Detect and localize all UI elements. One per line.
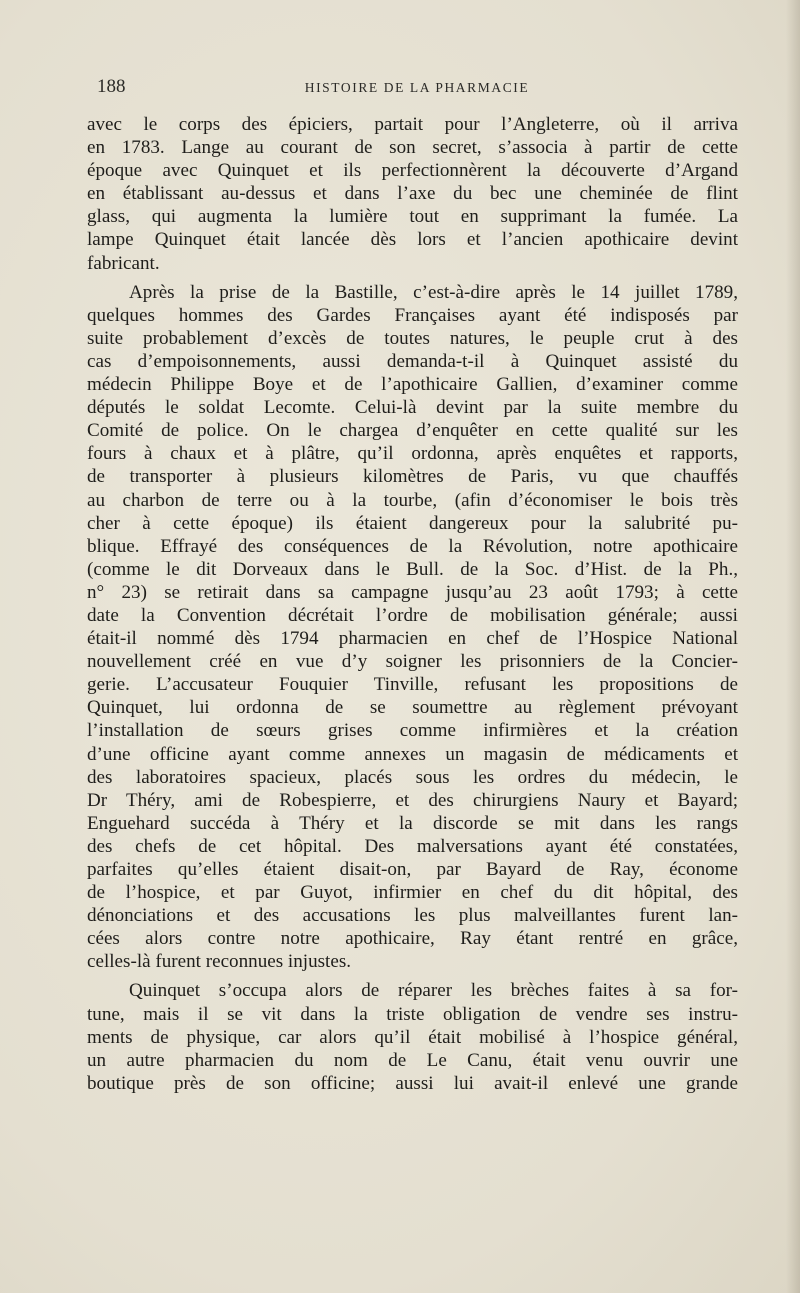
text-line: un autre pharmacien du nom de Le Canu, était venu ouvrir une [87, 1049, 738, 1071]
text-line: cées alors contre notre apothicaire, Ray étant rentré en grâce, [87, 928, 738, 950]
text-line: était-il nommé dès 1794 pharmacien en chef de l’Hospice National [87, 628, 738, 650]
text-line: cas d’empoisonnements, aussi demanda-t-il à Quinquet assisté du [87, 350, 738, 372]
text-line: Dr Théry, ami de Robespierre, et des chirurgiens Naury et Bayard; [87, 789, 738, 811]
page-edge-shadow [786, 0, 800, 1293]
text-line: date la Convention décrétait l’ordre de mobilisation générale; aussi [87, 604, 738, 626]
page-number: 188 [97, 76, 126, 97]
text-line: (comme le dit Dorveaux dans le Bull. de la Soc. d’Hist. de la Ph., [87, 558, 738, 580]
body-text [87, 113, 738, 1095]
text-line: Après la prise de la Bastille, c’est-à-dire après le 14 juillet 1789, [129, 281, 738, 303]
text-line: fours à chaux et à plâtre, qu’il ordonna, après enquêtes et rapports, [87, 443, 738, 465]
text-line: celles-là furent reconnues injustes. [87, 951, 352, 973]
text-line: n° 23) se retirait dans sa campagne jusqu’au 23 août 1793; à cette [87, 581, 738, 603]
text-line: au charbon de terre ou à la tourbe, (afin d’économiser le bois très [87, 489, 738, 511]
text-line: fabricant. [87, 252, 160, 274]
text-line: d’une officine ayant comme annexes un magasin de médicaments et [87, 743, 738, 765]
text-line: boutique près de son officine; aussi lui avait-il enlevé une grande [87, 1072, 738, 1094]
text-line: ments de physique, car alors qu’il était mobilisé à l’hospice général, [87, 1026, 738, 1048]
text-line: l’installation de sœurs grises comme infirmières et la création [87, 720, 738, 742]
text-line: glass, qui augmenta la lumière tout en supprimant la fumée. La [87, 206, 738, 228]
text-line: députés le soldat Lecomte. Celui-là devint par la suite membre du [87, 397, 738, 419]
text-line: blique. Effrayé des conséquences de la Révolution, notre apothicaire [87, 535, 738, 557]
text-line: Comité de police. On le chargea d’enquêter en cette qualité sur les [87, 420, 738, 442]
text-line: de transporter à plusieurs kilomètres de Paris, vu que chauffés [87, 466, 738, 488]
text-line: des laboratoires spacieux, placés sous les ordres du médecin, le [87, 766, 738, 788]
text-line: époque avec Quinquet et ils perfectionnèrent la découverte d’Argand [87, 160, 738, 182]
text-line: Quinquet s’occupa alors de réparer les brèches faites à sa for- [129, 980, 738, 1002]
text-line: nouvellement créé en vue d’y soigner les prisonniers de la Concier- [87, 651, 738, 673]
text-line: dénonciations et des accusations les plus malveillantes furent lan- [87, 905, 738, 927]
book-title: HISTOIRE DE LA PHARMACIE [304, 80, 530, 95]
text-line: médecin Philippe Boye et de l’apothicaire Gallien, d’examiner comme [87, 374, 738, 396]
text-line: suite probablement d’excès de toutes natures, le peuple crut à des [87, 327, 738, 349]
text-line: gerie. L’accusateur Fouquier Tinville, refusant les propositions de [87, 674, 738, 696]
text-line: tune, mais il se vit dans la triste obligation de vendre ses instru- [87, 1003, 738, 1025]
running-head [97, 76, 737, 100]
text-line: Enguehard succéda à Théry et la discorde se mit dans les rangs [87, 812, 738, 834]
text-line: Quinquet, lui ordonna de se soumettre au règlement prévoyant [87, 697, 738, 719]
text-line: de l’hospice, et par Guyot, infirmier en chef du dit hôpital, des [87, 882, 738, 904]
text-line: des chefs de cet hôpital. Des malversations ayant été constatées, [87, 835, 738, 857]
text-line: avec le corps des épiciers, partait pour l’Angleterre, où il arriva [87, 114, 738, 135]
text-line: en 1783. Lange au courant de son secret, s’associa à partir de cette [87, 137, 738, 159]
text-line: lampe Quinquet était lancée dès lors et l’ancien apothicaire devint [87, 229, 738, 251]
text-line: en établissant au-dessus et dans l’axe du bec une cheminée de flint [87, 183, 738, 205]
text-line: cher à cette époque) ils étaient dangereux pour la salubrité pu- [87, 512, 738, 534]
text-line: parfaites qu’elles étaient disait-on, par Bayard de Ray, économe [87, 859, 738, 880]
text-line: quelques hommes des Gardes Françaises ayant été indisposés par [87, 304, 738, 326]
